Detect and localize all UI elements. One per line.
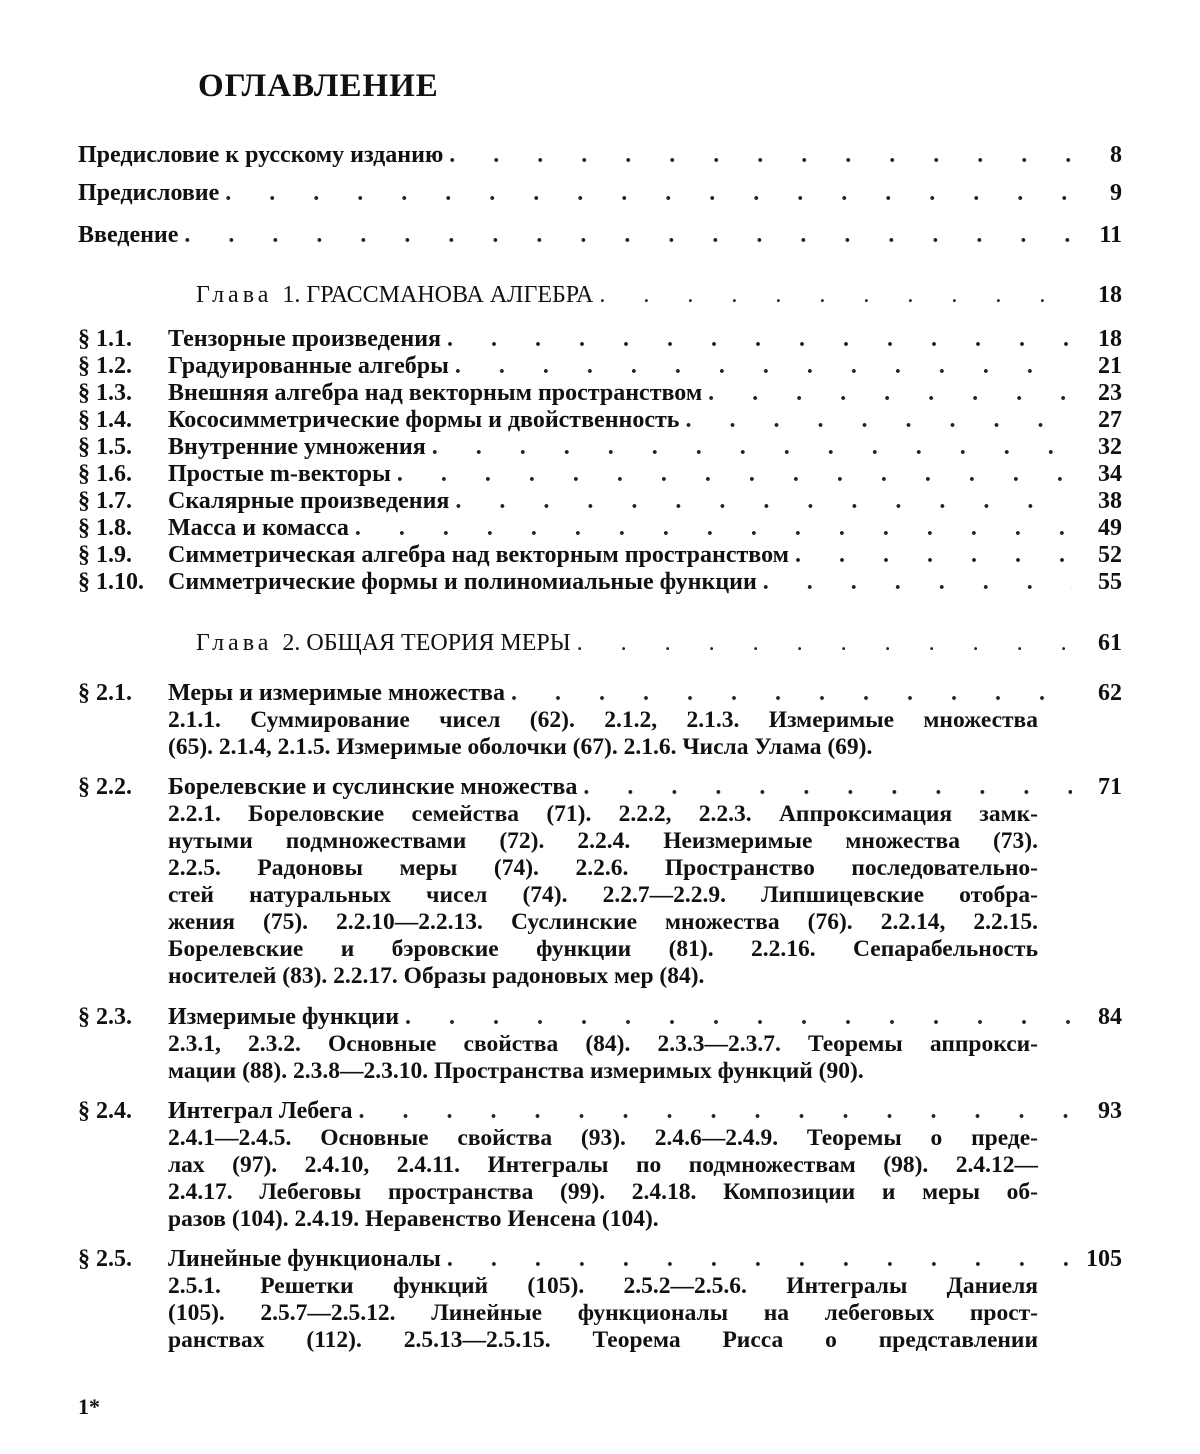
leader-dots: [449, 488, 1072, 514]
toc-section-1-8: [78, 515, 1122, 541]
chapter-page: 18: [1098, 282, 1122, 308]
subsection-text: 2.1.1. Суммирование чисел (62). 2.1.2, 2.1.3. Измеримые множества: [168, 707, 1038, 733]
section-page: 38: [1098, 488, 1122, 514]
section-page: 55: [1098, 569, 1122, 595]
chapter-title: 2. ОБЩАЯ ТЕОРИЯ МЕРЫ: [282, 630, 571, 656]
subsection-text: разов (104). 2.4.19. Неравенство Иенсена (104).: [168, 1206, 659, 1232]
subsection-text: нутыми подмножествами (72). 2.2.4. Неизмеримые множества (73).: [168, 828, 1038, 854]
toc-section-2-4: [78, 1098, 1122, 1124]
section-number: § 1.5.: [78, 434, 132, 460]
entry-label: Предисловие к русскому изданию: [78, 142, 444, 168]
toc-section-1-10: [78, 569, 1122, 595]
chapter-page: 61: [1098, 630, 1122, 656]
toc-entry-preface: [78, 180, 1122, 206]
leader-dots: [391, 461, 1072, 487]
subsection-text: стей натуральных чисел (74). 2.2.7—2.2.9. Липшицевские отобра-: [168, 882, 1038, 908]
subsection-text: Борелевские и бэровские функции (81). 2.2.16. Сепарабельность: [168, 936, 1038, 962]
section-page: 49: [1098, 515, 1122, 541]
subsection-text: 2.3.1, 2.3.2. Основные свойства (84). 2.3.3—2.3.7. Теоремы аппрокси-: [168, 1031, 1038, 1057]
signature-mark: 1*: [78, 1394, 100, 1419]
section-number: § 2.5.: [78, 1246, 132, 1272]
entry-label: Введение: [78, 222, 179, 248]
section-label: Тензорные произведения: [168, 326, 442, 352]
leader-dots: [441, 326, 1072, 352]
leader-dots: [349, 515, 1072, 541]
section-label: Линейные функционалы: [168, 1246, 441, 1272]
toc-section-1-9: [78, 542, 1122, 568]
section-page: 105: [1086, 1246, 1122, 1272]
section-page: 18: [1098, 326, 1122, 352]
section-number: § 1.7.: [78, 488, 132, 514]
leader-dots: [219, 180, 1072, 206]
toc-section-1-4: [78, 407, 1122, 433]
section-page: 84: [1098, 1004, 1122, 1030]
leader-dots: [178, 222, 1072, 248]
section-label: Скалярные произведения: [168, 488, 450, 514]
subsection-text: 2.5.1. Решетки функций (105). 2.5.2—2.5.6. Интегралы Даниеля: [168, 1273, 1038, 1299]
section-label: Измеримые функции: [168, 1004, 400, 1030]
chapter-title: 1. ГРАССМАНОВА АЛГЕБРА: [282, 282, 594, 308]
section-label: Интеграл Лебега: [168, 1098, 353, 1124]
leader-dots: [426, 434, 1072, 460]
section-page: 21: [1098, 353, 1122, 379]
section-label: Градуированные алгебры: [168, 353, 449, 379]
subsection-text: жения (75). 2.2.10—2.2.13. Суслинские множества (76). 2.2.14, 2.2.15.: [168, 909, 1038, 935]
toc-section-2-1: [78, 680, 1122, 706]
section-number: § 1.9.: [78, 542, 132, 568]
leader-dots: [441, 1246, 1072, 1272]
leader-dots: [789, 542, 1072, 568]
entry-label: Предисловие: [78, 180, 220, 206]
subsection-text: (65). 2.1.4, 2.1.5. Измеримые оболочки (67). 2.1.6. Числа Улама (69).: [168, 734, 873, 760]
entry-page: 11: [1099, 222, 1122, 248]
leader-dots: [449, 353, 1072, 379]
subsection-text: носителей (83). 2.2.17. Образы радоновых мер (84).: [168, 963, 705, 989]
toc-section-2-5: [78, 1246, 1122, 1272]
chapter-prefix: Глава: [196, 630, 273, 656]
entry-page: 8: [1110, 142, 1122, 168]
section-label: Внутренние умножения: [168, 434, 426, 460]
leader-dots: [399, 1004, 1072, 1030]
section-page: 23: [1098, 380, 1122, 406]
leader-dots: [505, 680, 1072, 706]
chapter-2-heading: [196, 630, 1122, 656]
section-page: 62: [1098, 680, 1122, 706]
section-number: § 2.1.: [78, 680, 132, 706]
subsection-text: 2.2.1. Бореловские семейства (71). 2.2.2, 2.2.3. Аппроксимация замк-: [168, 801, 1038, 827]
subsection-text: мации (88). 2.3.8—2.3.10. Пространства измеримых функций (90).: [168, 1058, 864, 1084]
toc-entry-preface-russian: [78, 142, 1122, 168]
page-title: ОГЛАВЛЕНИЕ: [198, 68, 439, 104]
section-number: § 2.2.: [78, 774, 132, 800]
section-page: 52: [1098, 542, 1122, 568]
chapter-prefix: Глава: [196, 282, 273, 308]
section-page: 32: [1098, 434, 1122, 460]
section-label: Симметрические формы и полиномиальные функции: [168, 569, 757, 595]
section-label: Простые m-векторы: [168, 461, 391, 487]
toc-section-1-1: [78, 326, 1122, 352]
section-label: Масса и комасса: [168, 515, 349, 541]
subsection-text: 2.4.17. Лебеговы пространства (99). 2.4.18. Композиции и меры об-: [168, 1179, 1038, 1205]
subsection-text: ранствах (112). 2.5.13—2.5.15. Теорема Рисса о представлении: [168, 1327, 1038, 1353]
subsection-text: 2.4.1—2.4.5. Основные свойства (93). 2.4.6—2.4.9. Теоремы о преде-: [168, 1125, 1038, 1151]
leader-dots: [577, 774, 1072, 800]
leader-dots: [702, 380, 1072, 406]
section-page: 34: [1098, 461, 1122, 487]
section-number: § 1.10.: [78, 569, 144, 595]
toc-section-1-7: [78, 488, 1122, 514]
section-page: 93: [1098, 1098, 1122, 1124]
subsection-text: 2.2.5. Радоновы меры (74). 2.2.6. Пространство последовательно-: [168, 855, 1038, 881]
section-number: § 1.3.: [78, 380, 132, 406]
leader-dots: [593, 282, 1072, 308]
section-label: Кососимметрические формы и двойственность: [168, 407, 680, 433]
section-number: § 1.1.: [78, 326, 132, 352]
leader-dots: [680, 407, 1073, 433]
section-number: § 1.4.: [78, 407, 132, 433]
leader-dots: [571, 630, 1072, 656]
subsection-text: (105). 2.5.7—2.5.12. Линейные функционалы на лебеговых прост-: [168, 1300, 1038, 1326]
leader-dots: [443, 142, 1072, 168]
section-number: § 2.3.: [78, 1004, 132, 1030]
toc-section-1-5: [78, 434, 1122, 460]
leader-dots: [352, 1098, 1072, 1124]
section-label: Борелевские и суслинские множества: [168, 774, 578, 800]
chapter-1-heading: [196, 282, 1122, 308]
section-label: Симметрическая алгебра над векторным пространством: [168, 542, 789, 568]
toc-section-2-2: [78, 774, 1122, 800]
section-number: § 1.6.: [78, 461, 132, 487]
toc-section-1-2: [78, 353, 1122, 379]
toc-entry-introduction: [78, 222, 1122, 248]
section-number: § 1.8.: [78, 515, 132, 541]
section-number: § 2.4.: [78, 1098, 132, 1124]
leader-dots: [757, 569, 1072, 595]
toc-section-2-3: [78, 1004, 1122, 1030]
section-label: Меры и измеримые множества: [168, 680, 505, 706]
section-page: 27: [1098, 407, 1122, 433]
subsection-text: лах (97). 2.4.10, 2.4.11. Интегралы по подмножествам (98). 2.4.12—: [168, 1152, 1038, 1178]
toc-section-1-3: [78, 380, 1122, 406]
section-number: § 1.2.: [78, 353, 132, 379]
section-label: Внешняя алгебра над векторным пространством: [168, 380, 703, 406]
entry-page: 9: [1110, 180, 1122, 206]
section-page: 71: [1098, 774, 1122, 800]
toc-section-1-6: [78, 461, 1122, 487]
